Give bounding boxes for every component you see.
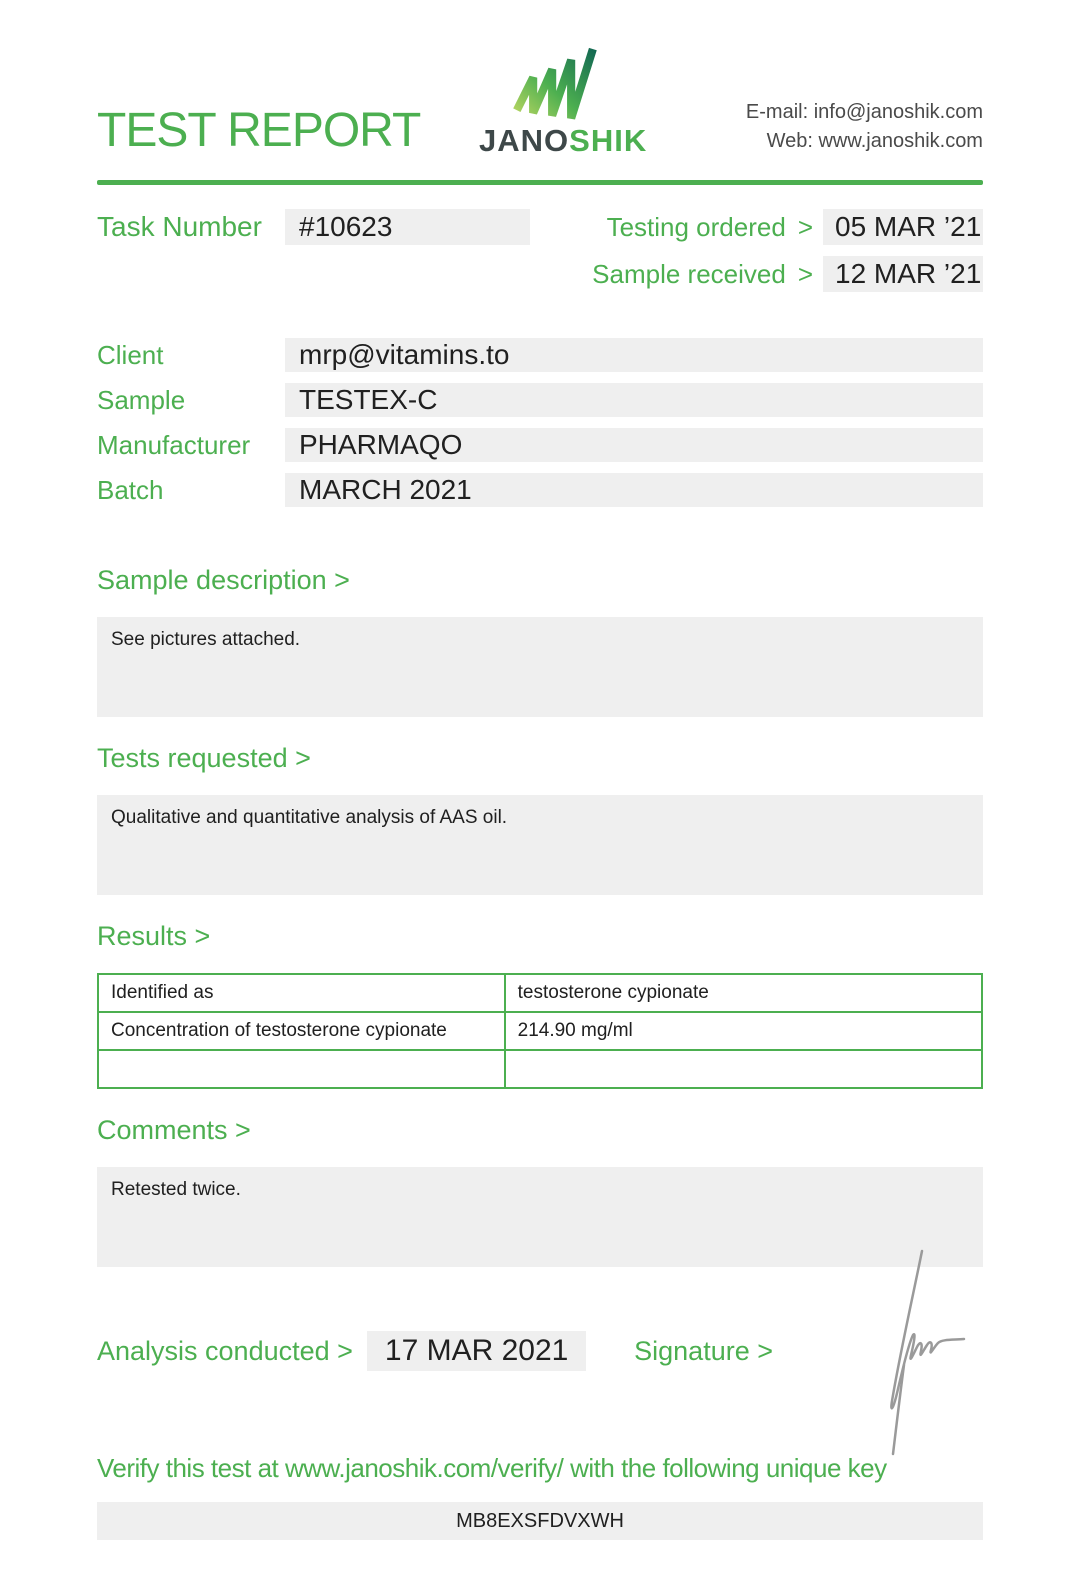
table-row <box>98 974 982 1012</box>
tests-requested-box: Qualitative and quantitative analysis of AAS oil. <box>97 795 983 895</box>
header <box>97 0 983 156</box>
manufacturer-label: Manufacturer <box>97 429 251 460</box>
tests-requested-heading: Tests requested > <box>97 743 311 773</box>
sample-description-heading: Sample description > <box>97 565 350 595</box>
testing-ordered-value: 05 MAR ’21 <box>823 209 983 245</box>
client-row <box>97 338 983 372</box>
analysis-date-value: 17 MAR 2021 <box>367 1331 586 1371</box>
arrow-glyph: > <box>797 258 813 289</box>
contact-info <box>746 98 983 156</box>
verify-key: MB8EXSFDVXWH <box>97 1502 983 1540</box>
task-number-value: #10623 <box>285 209 530 245</box>
result-identified-value: testosterone cypionate <box>505 974 982 1012</box>
table-row <box>98 1050 982 1088</box>
sample-received-row <box>592 256 983 292</box>
brand-word-green: SHIK <box>569 123 648 158</box>
client-value: mrp@vitamins.to <box>285 338 983 372</box>
brand-wordmark <box>479 125 647 156</box>
header-divider <box>97 180 983 185</box>
task-number-label: Task Number <box>97 211 262 242</box>
brand-word-dark: JANO <box>479 123 570 158</box>
dates-block <box>592 209 983 292</box>
sample-info-block <box>97 338 983 507</box>
result-empty-cell <box>98 1050 505 1088</box>
table-row <box>98 1012 982 1050</box>
sample-label: Sample <box>97 384 186 415</box>
verify-instruction: Verify this test at www.janoshik.com/verify/ with the following unique key <box>97 1453 887 1483</box>
signature-icon <box>860 1243 980 1463</box>
page-title: TEST REPORT <box>97 103 421 157</box>
manufacturer-value: PHARMAQO <box>285 428 983 462</box>
brand-logo <box>479 45 647 156</box>
sample-row <box>97 383 983 417</box>
results-heading: Results > <box>97 921 211 951</box>
contact-web: Web: www.janoshik.com <box>766 130 983 152</box>
analysis-row <box>97 1331 983 1371</box>
growth-chart-icon <box>507 45 619 121</box>
result-identified-label: Identified as <box>98 974 505 1012</box>
result-concentration-label: Concentration of testosterone cypionate <box>98 1012 505 1050</box>
task-number-row <box>97 209 530 245</box>
batch-label: Batch <box>97 474 164 505</box>
comments-heading: Comments > <box>97 1115 251 1145</box>
batch-value: MARCH 2021 <box>285 473 983 507</box>
sample-description-box: See pictures attached. <box>97 617 983 717</box>
signature-label: Signature > <box>634 1336 773 1366</box>
comments-box: Retested twice. <box>97 1167 983 1267</box>
results-table <box>97 973 983 1089</box>
arrow-glyph: > <box>797 211 813 242</box>
sample-received-label: Sample received <box>592 258 786 289</box>
testing-ordered-label: Testing ordered <box>606 211 786 242</box>
manufacturer-row <box>97 428 983 462</box>
sample-value: TESTEX-C <box>285 383 983 417</box>
analysis-conducted-label: Analysis conducted > <box>97 1336 353 1366</box>
contact-email: E-mail: info@janoshik.com <box>745 101 983 123</box>
result-concentration-value: 214.90 mg/ml <box>505 1012 982 1050</box>
testing-ordered-row <box>592 209 983 245</box>
batch-row <box>97 473 983 507</box>
sample-received-value: 12 MAR ’21 <box>823 256 983 292</box>
result-empty-cell <box>505 1050 982 1088</box>
client-label: Client <box>97 339 164 370</box>
task-section <box>97 209 983 292</box>
